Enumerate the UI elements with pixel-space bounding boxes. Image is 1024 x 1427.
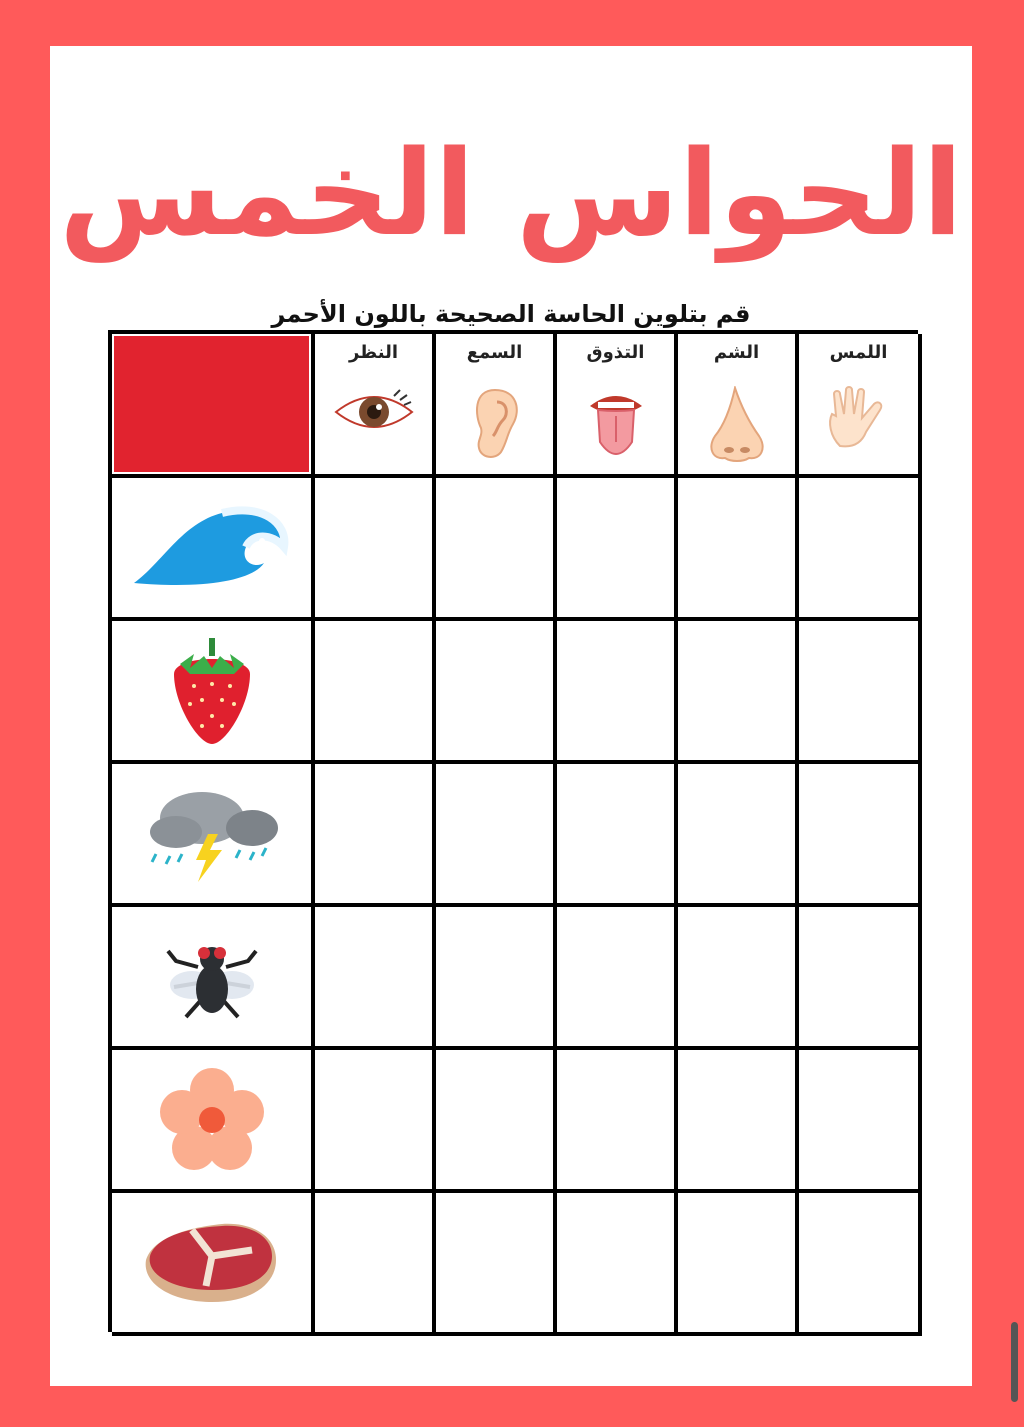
scrollbar-thumb[interactable] xyxy=(1011,1322,1018,1402)
object-cell-steak xyxy=(112,1193,315,1336)
answer-cell[interactable] xyxy=(436,1193,557,1336)
answer-cell[interactable] xyxy=(557,764,678,907)
answer-cell[interactable] xyxy=(557,907,678,1050)
answer-cell[interactable] xyxy=(557,478,678,621)
corner-cell xyxy=(112,334,315,478)
sense-label-touch: اللمس xyxy=(829,342,888,363)
answer-cell[interactable] xyxy=(557,1193,678,1336)
hand-icon xyxy=(822,386,896,452)
answer-cell[interactable] xyxy=(799,621,922,764)
sense-label-hearing: السمع xyxy=(466,342,523,363)
answer-cell[interactable] xyxy=(678,621,799,764)
worksheet-title: الحواس الخمس xyxy=(59,124,963,262)
answer-cell[interactable] xyxy=(315,764,436,907)
header-smell xyxy=(678,334,799,478)
wave-icon xyxy=(132,503,292,593)
answer-cell[interactable] xyxy=(315,478,436,621)
answer-cell[interactable] xyxy=(678,764,799,907)
strawberry-icon xyxy=(164,634,260,748)
answer-cell[interactable] xyxy=(799,764,922,907)
sense-label-smell: الشم xyxy=(713,342,760,363)
header-taste xyxy=(557,334,678,478)
answer-cell[interactable] xyxy=(436,764,557,907)
storm-cloud-icon xyxy=(142,784,282,884)
flower-icon xyxy=(158,1066,266,1174)
answer-cell[interactable] xyxy=(799,907,922,1050)
answer-cell[interactable] xyxy=(436,478,557,621)
object-cell-flower xyxy=(112,1050,315,1193)
answer-cell[interactable] xyxy=(315,621,436,764)
answer-cell[interactable] xyxy=(315,907,436,1050)
answer-cell[interactable] xyxy=(678,1050,799,1193)
answer-cell[interactable] xyxy=(557,1050,678,1193)
answer-cell[interactable] xyxy=(436,907,557,1050)
object-cell-storm xyxy=(112,764,315,907)
answer-cell[interactable] xyxy=(678,478,799,621)
object-cell-wave xyxy=(112,478,315,621)
answer-cell[interactable] xyxy=(315,1193,436,1336)
answer-cell[interactable] xyxy=(799,478,922,621)
object-cell-fly xyxy=(112,907,315,1050)
senses-table xyxy=(108,330,918,1332)
answer-cell[interactable] xyxy=(557,621,678,764)
header-sight xyxy=(315,334,436,478)
header-hearing xyxy=(436,334,557,478)
sense-label-sight: النظر xyxy=(348,342,398,363)
worksheet-instruction: قم بتلوين الحاسة الصحيحة باللون الأحمر xyxy=(271,300,751,328)
header-touch xyxy=(799,334,922,478)
object-cell-strawberry xyxy=(112,621,315,764)
answer-cell[interactable] xyxy=(678,1193,799,1336)
eye-icon xyxy=(332,386,416,436)
fly-icon xyxy=(162,927,262,1027)
nose-icon xyxy=(705,386,769,464)
answer-cell[interactable] xyxy=(799,1050,922,1193)
tongue-icon xyxy=(586,386,646,464)
answer-cell[interactable] xyxy=(315,1050,436,1193)
answer-cell[interactable] xyxy=(678,907,799,1050)
answer-cell[interactable] xyxy=(436,1050,557,1193)
answer-cell[interactable] xyxy=(436,621,557,764)
sense-label-taste: التذوق xyxy=(586,342,645,363)
steak-icon xyxy=(142,1220,282,1306)
answer-cell[interactable] xyxy=(799,1193,922,1336)
ear-icon xyxy=(467,386,523,462)
